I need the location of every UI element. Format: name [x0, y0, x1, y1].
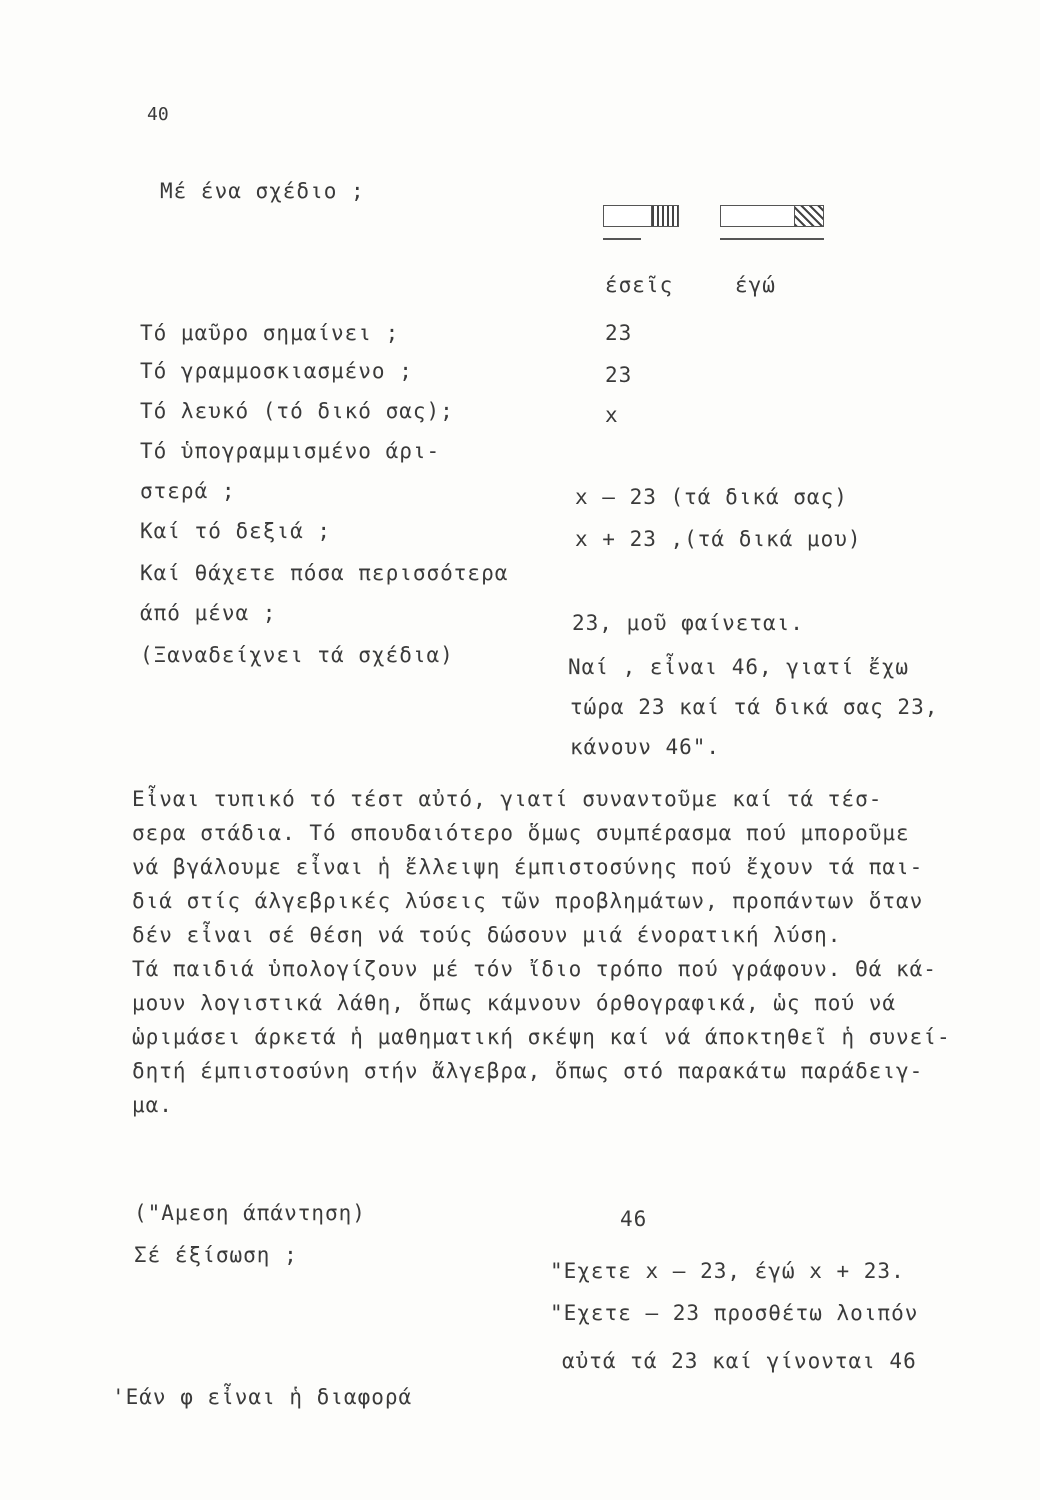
- example-answer: 46: [620, 1207, 648, 1231]
- right-bar-underline: [720, 238, 824, 240]
- left-bar-caption: έσεῖς: [605, 273, 674, 297]
- dialogue-question: Καί θάχετε πόσα περισσότερα: [140, 561, 509, 585]
- opening-question: Μέ ένα σχέδιο ;: [160, 179, 365, 203]
- paragraph-line: ὡριμάσει άρκετά ἡ μαθηματική σκέψη καί νά άποκτηθεῖ ἡ συνεί-: [132, 1025, 951, 1049]
- dialogue-question: Καί τό δεξιά ;: [140, 519, 332, 543]
- example-question: Σέ έξίσωση ;: [134, 1243, 298, 1267]
- paragraph-line: δητή έμπιστοσύνη στήν ἄλγεβρα, ὅπως στό παρακάτω παράδειγ-: [132, 1059, 924, 1083]
- example-answer: "Εχετε x – 23, έγώ x + 23.: [550, 1259, 905, 1283]
- dialogue-question: Τό λευκό (τό δικό σας);: [140, 399, 454, 423]
- paragraph-line: μα.: [132, 1093, 173, 1117]
- left-bar-underline: [603, 238, 641, 240]
- example-answer: "Εχετε – 23 προσθέτω λοιπόν: [550, 1301, 919, 1325]
- right-bar-caption: έγώ: [735, 273, 776, 297]
- dialogue-question: Τό μαῦρο σημαίνει ;: [140, 321, 400, 345]
- dialogue-answer: κάνουν 46".: [570, 735, 721, 759]
- dialogue-answer: Ναί , εἶναι 46, γιατί ἔχω: [568, 655, 910, 679]
- paragraph-line: νά βγάλουμε εἶναι ἡ ἔλλειψη έμπιστοσύνης πού ἔχουν τά παι-: [132, 855, 924, 879]
- dialogue-question: άπό μένα ;: [140, 601, 277, 625]
- body-paragraph: [132, 782, 962, 1122]
- dialogue-answer: 23: [605, 363, 633, 387]
- paragraph-line: δέν εἶναι σέ θέση νά τούς δώσουν μιά ένορατική λύση.: [132, 923, 842, 947]
- dialogue-answer: x + 23 ,(τά δικά μου): [575, 527, 862, 551]
- dialogue-answer: x: [605, 403, 619, 427]
- dialogue-question: Τό ὑπογραμμισμένο άρι-: [140, 439, 441, 463]
- paragraph-line: σερα στάδια. Τό σπουδαιότερο ὅμως συμπέρασμα πού μποροῦμε: [132, 821, 910, 845]
- dialogue-question: Τό γραμμοσκιασμένο ;: [140, 359, 413, 383]
- left-bar-black-segment: [651, 206, 678, 226]
- page-number: 40: [147, 104, 169, 125]
- dialogue-answer: τώρα 23 καί τά δικά σας 23,: [570, 695, 939, 719]
- example-answer: αὐτά τά 23 καί γίνονται 46: [562, 1349, 917, 1373]
- paragraph-line: διά στίς άλγεβρικές λύσεις τῶν προβλημάτων, προπάντων ὅταν: [132, 889, 924, 913]
- paragraph-line: μουν λογιστικά λάθη, ὅπως κάμνουν όρθογραφικά, ὡς πού νά: [132, 991, 897, 1015]
- dialogue-question: στερά ;: [140, 479, 236, 503]
- dialogue-answer: x – 23 (τά δικά σας): [575, 485, 848, 509]
- dialogue-answer: 23, μοῦ φαίνεται.: [572, 611, 804, 635]
- footer-line: 'Εάν φ εἶναι ἡ διαφορά: [112, 1385, 413, 1409]
- right-bar-hatched-segment: [794, 206, 823, 226]
- paragraph-line: Εἶναι τυπικό τό τέστ αὐτό, γιατί συναντοῦμε καί τά τέσ-: [132, 787, 883, 811]
- dialogue-question: (Ξαναδείχνει τά σχέδια): [140, 643, 454, 667]
- example-question: ("Αμεση άπάντηση): [134, 1201, 366, 1225]
- dialogue-answer: 23: [605, 321, 633, 345]
- paragraph-line: Τά παιδιά ὑπολογίζουν μέ τόν ἴδιο τρόπο πού γράφουν. Θά κά-: [132, 957, 937, 981]
